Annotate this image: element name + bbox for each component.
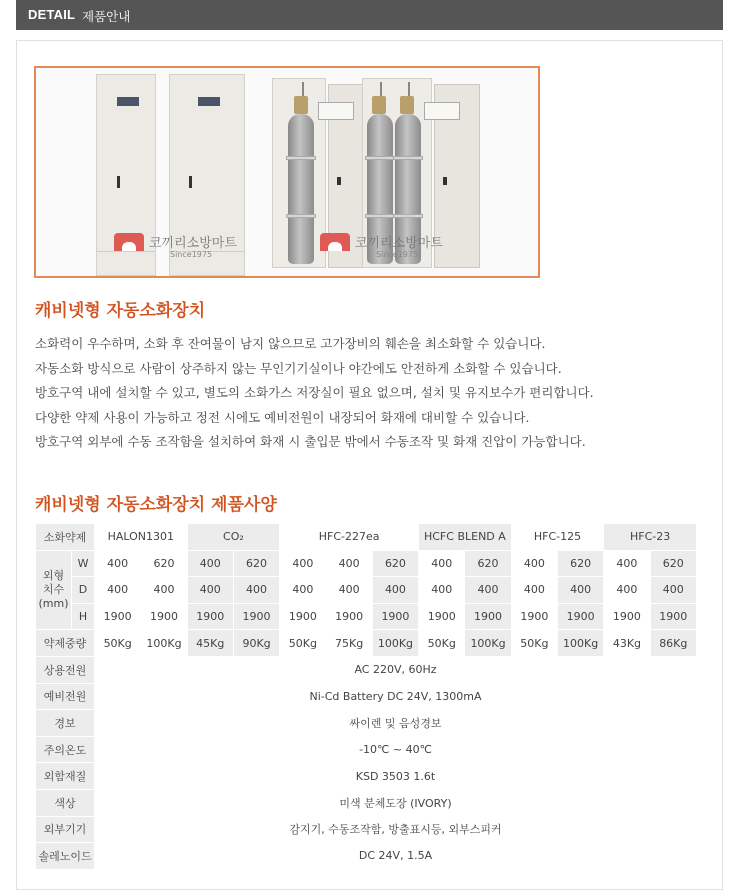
cell: 50Kg <box>511 630 557 657</box>
cell: 400 <box>372 577 418 604</box>
header-label-en: DETAIL <box>28 7 76 22</box>
cell: 400 <box>95 577 141 604</box>
detail-header-bar <box>16 0 723 30</box>
table-row <box>36 736 697 763</box>
cell: 50Kg <box>95 630 141 657</box>
cell: 1900 <box>604 603 650 630</box>
dim-d-label: D <box>72 577 95 604</box>
cell: 86Kg <box>650 630 696 657</box>
weight-header: 약제중량 <box>36 630 95 657</box>
cell: 50Kg <box>280 630 326 657</box>
cell: 400 <box>326 550 372 577</box>
cell: 400 <box>511 550 557 577</box>
agent-name: CO₂ <box>187 524 280 551</box>
cell: 400 <box>95 550 141 577</box>
spec-value: KSD 3503 1.6t <box>95 763 697 790</box>
cell: 620 <box>141 550 187 577</box>
cell: 45Kg <box>187 630 233 657</box>
spec-label: 솔레노이드 <box>36 843 95 870</box>
agent-header: 소화약제 <box>36 524 95 551</box>
table-row <box>36 710 697 737</box>
cell: 400 <box>141 577 187 604</box>
spec-title: 캐비넷형 자동소화장치 제품사양 <box>35 495 277 515</box>
cell: 620 <box>557 550 603 577</box>
cell: 1900 <box>419 603 465 630</box>
header-label-ko: 제품안내 <box>82 9 131 24</box>
spec-table <box>35 523 697 870</box>
agent-name: HCFC BLEND A <box>419 524 512 551</box>
cell: 400 <box>233 577 279 604</box>
cell: 1900 <box>650 603 696 630</box>
spec-label: 외부기기 <box>36 816 95 843</box>
cell: 620 <box>372 550 418 577</box>
feature-list <box>35 334 594 457</box>
dim-w-label: W <box>72 550 95 577</box>
agent-name: HFC-23 <box>604 524 697 551</box>
cell: 400 <box>604 577 650 604</box>
elephant-logo-icon <box>320 233 350 251</box>
cell: 400 <box>557 577 603 604</box>
cell: 90Kg <box>233 630 279 657</box>
table-row <box>36 816 697 843</box>
spec-value: DC 24V, 1.5A <box>95 843 697 870</box>
feature-item: 소화력이 우수하며, 소화 후 잔여물이 남지 않으므로 고가장비의 훼손을 최소화할 수 있습니다. <box>35 336 546 351</box>
spec-label: 예비전원 <box>36 683 95 710</box>
dim-h-label: H <box>72 603 95 630</box>
cell: 1900 <box>326 603 372 630</box>
feature-item: 다양한 약제 사용이 가능하고 정전 시에도 예비전원이 내장되어 화재에 대비할 수 있습니다. <box>35 409 530 425</box>
cell: 1900 <box>233 603 279 630</box>
table-row <box>36 630 697 657</box>
cell: 1900 <box>141 603 187 630</box>
feature-item: 자동소화 방식으로 사람이 상주하지 않는 무인기기실이나 야간에도 안전하게 소화할 수 있습니다. <box>35 360 562 376</box>
cell: 1900 <box>511 603 557 630</box>
cell: 400 <box>326 577 372 604</box>
cell: 100Kg <box>465 630 511 657</box>
brand-watermark: 코끼리소방마트 Since1975 <box>320 232 443 251</box>
spec-label: 외함재질 <box>36 763 95 790</box>
cell: 400 <box>465 577 511 604</box>
brand-watermark: 코끼리소방마트 Since1975 <box>114 232 237 251</box>
table-row <box>36 656 697 683</box>
cell: 400 <box>187 577 233 604</box>
feature-item: 방호구역 내에 설치할 수 있고, 별도의 소화가스 저장실이 필요 없으며, 설치 및 유지보수가 편리합니다. <box>35 385 594 400</box>
cell: 400 <box>419 550 465 577</box>
cell: 620 <box>650 550 696 577</box>
table-row <box>36 550 697 577</box>
cell: 50Kg <box>419 630 465 657</box>
cell: 1900 <box>280 603 326 630</box>
agent-name: HFC-227ea <box>280 524 419 551</box>
cell: 400 <box>650 577 696 604</box>
cell: 1900 <box>95 603 141 630</box>
cell: 400 <box>604 550 650 577</box>
elephant-logo-icon <box>114 233 144 251</box>
cell: 400 <box>419 577 465 604</box>
agent-name: HFC-125 <box>511 524 604 551</box>
cell: 100Kg <box>557 630 603 657</box>
spec-value: 감지기, 수동조작함, 방출표시등, 외부스피커 <box>95 816 697 843</box>
dimension-header: 외형 치수 (mm) <box>36 550 72 630</box>
agent-name: HALON1301 <box>95 524 188 551</box>
table-row <box>36 763 697 790</box>
cell: 400 <box>280 577 326 604</box>
spec-label: 색상 <box>36 789 95 816</box>
table-row <box>36 524 697 551</box>
spec-value: 미색 분체도장 (IVORY) <box>95 789 697 816</box>
cell: 100Kg <box>372 630 418 657</box>
table-row <box>36 683 697 710</box>
spec-value: AC 220V, 60Hz <box>95 656 697 683</box>
cell: 100Kg <box>141 630 187 657</box>
feature-item: 방호구역 외부에 수동 조작함을 설치하여 화재 시 출입문 밖에서 수동조작 및 화재 진압이 가능합니다. <box>35 434 586 449</box>
cell: 43Kg <box>604 630 650 657</box>
product-title: 캐비넷형 자동소화장치 <box>35 301 206 321</box>
spec-value: -10℃ ~ 40℃ <box>95 736 697 763</box>
table-row <box>36 843 697 870</box>
table-row <box>36 603 697 630</box>
spec-value: Ni-Cd Battery DC 24V, 1300mA <box>95 683 697 710</box>
cell: 400 <box>187 550 233 577</box>
cell: 1900 <box>187 603 233 630</box>
product-photo <box>34 66 540 278</box>
spec-label: 주의온도 <box>36 736 95 763</box>
cell: 1900 <box>372 603 418 630</box>
cell: 400 <box>280 550 326 577</box>
table-row <box>36 577 697 604</box>
spec-value: 싸이렌 및 음성경보 <box>95 710 697 737</box>
cell: 620 <box>233 550 279 577</box>
table-row <box>36 789 697 816</box>
spec-label: 상용전원 <box>36 656 95 683</box>
cell: 1900 <box>557 603 603 630</box>
cell: 400 <box>511 577 557 604</box>
cell: 1900 <box>465 603 511 630</box>
cell: 75Kg <box>326 630 372 657</box>
spec-label: 경보 <box>36 710 95 737</box>
cell: 620 <box>465 550 511 577</box>
